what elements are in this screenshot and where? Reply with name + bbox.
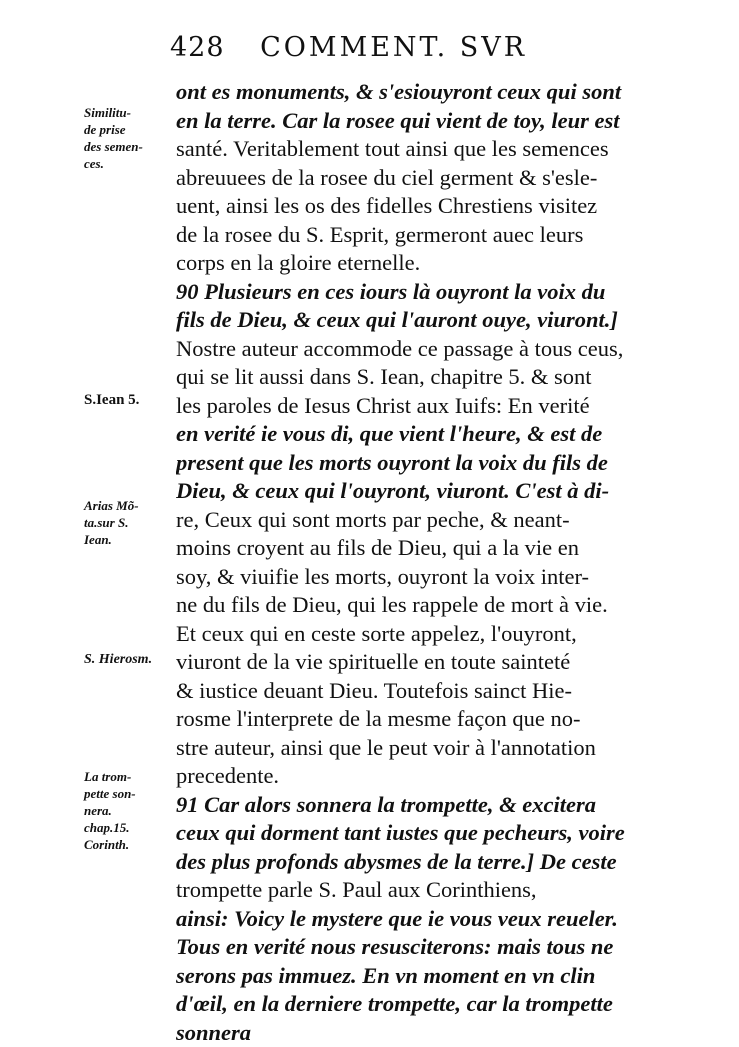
text-line: ainsi: Voicy le mystere que ie vous veux reueler. (176, 905, 654, 934)
margin-note-line: S. Hierosm. (84, 651, 174, 668)
margin-note-saint-jean (84, 392, 174, 409)
text-line: fils de Dieu, & ceux qui l'auront ouye, viuront.] (176, 306, 654, 335)
text-line: ne du fils de Dieu, qui les rappele de mort à vie. (176, 591, 654, 620)
text-line: ceux qui dorment tant iustes que pecheurs, voire (176, 819, 654, 848)
page-header (170, 32, 527, 63)
margin-note-saint-jerome (84, 651, 174, 668)
text-line: Et ceux qui en ceste sorte appelez, l'ouyront, (176, 620, 654, 649)
text-line: les paroles de Iesus Christ aux Iuifs: En verité (176, 392, 654, 421)
text-line: rosme l'interprete de la mesme façon que no- (176, 705, 654, 734)
text-line: viuront de la vie spirituelle en toute sainteté (176, 648, 654, 677)
margin-note-line: Arias Mõ- (84, 497, 174, 514)
text-line: serons pas immuez. En vn moment en vn clin (176, 962, 654, 991)
margin-note-line: La trom- (84, 768, 174, 785)
text-line: en verité ie vous di, que vient l'heure, & est de (176, 420, 654, 449)
text-line: abreuuees de la rosee du ciel germent & s'esle- (176, 164, 654, 193)
margin-note-line: S.Iean 5. (84, 392, 174, 409)
running-title: COMMENT. SVR (260, 32, 527, 63)
margin-note-line: de prise (84, 121, 174, 138)
text-line: re, Ceux qui sont morts par peche, & neant- (176, 506, 654, 535)
margin-note-line: Similitu- (84, 104, 174, 121)
text-line: precedente. (176, 762, 654, 791)
text-line: uent, ainsi les os des fidelles Chrestiens visitez (176, 192, 654, 221)
text-line: 90 Plusieurs en ces iours là ouyront la voix du (176, 278, 654, 307)
text-line: present que les morts ouyront la voix du fils de (176, 449, 654, 478)
text-line: en la terre. Car la rosee qui vient de toy, leur est (176, 107, 654, 136)
text-line: Dieu, & ceux qui l'ouyront, viuront. C'est à di- (176, 477, 654, 506)
body-text (176, 78, 654, 1047)
page-number: 428 (170, 32, 225, 63)
text-line: des plus profonds abysmes de la terre.] De ceste (176, 848, 654, 877)
margin-note-line: ces. (84, 155, 174, 172)
text-line: & iustice deuant Dieu. Toutefois sainct Hie- (176, 677, 654, 706)
text-line: 91 Car alors sonnera la trompette, & excitera (176, 791, 654, 820)
text-line: Tous en verité nous resusciterons: mais tous ne (176, 933, 654, 962)
margin-note-arias-montanus (84, 497, 174, 548)
margin-note-line: Corinth. (84, 836, 174, 853)
margin-note-line: ta.sur S. (84, 514, 174, 531)
text-line: sonnera (176, 1019, 654, 1047)
text-line: moins croyent au fils de Dieu, qui a la vie en (176, 534, 654, 563)
margin-note-line: des semen- (84, 138, 174, 155)
margin-note-trumpet (84, 768, 174, 853)
text-line: stre auteur, ainsi que le peut voir à l'annotation (176, 734, 654, 763)
text-line: santé. Veritablement tout ainsi que les semences (176, 135, 654, 164)
text-line: d'œil, en la derniere trompette, car la trompette (176, 990, 654, 1019)
text-line: qui se lit aussi dans S. Iean, chapitre 5. & sont (176, 363, 654, 392)
margin-note-line: Iean. (84, 531, 174, 548)
text-line: de la rosee du S. Esprit, germeront auec leurs (176, 221, 654, 250)
text-line: Nostre auteur accommode ce passage à tous ceus, (176, 335, 654, 364)
text-line: ont es monuments, & s'esiouyront ceux qui sont (176, 78, 654, 107)
margin-note-line: pette son- (84, 785, 174, 802)
text-line: corps en la gloire eternelle. (176, 249, 654, 278)
margin-note-line: nera. (84, 802, 174, 819)
text-line: trompette parle S. Paul aux Corinthiens, (176, 876, 654, 905)
text-line: soy, & viuifie les morts, ouyront la voix inter- (176, 563, 654, 592)
margin-note-similitude (84, 104, 174, 172)
margin-note-line: chap.15. (84, 819, 174, 836)
